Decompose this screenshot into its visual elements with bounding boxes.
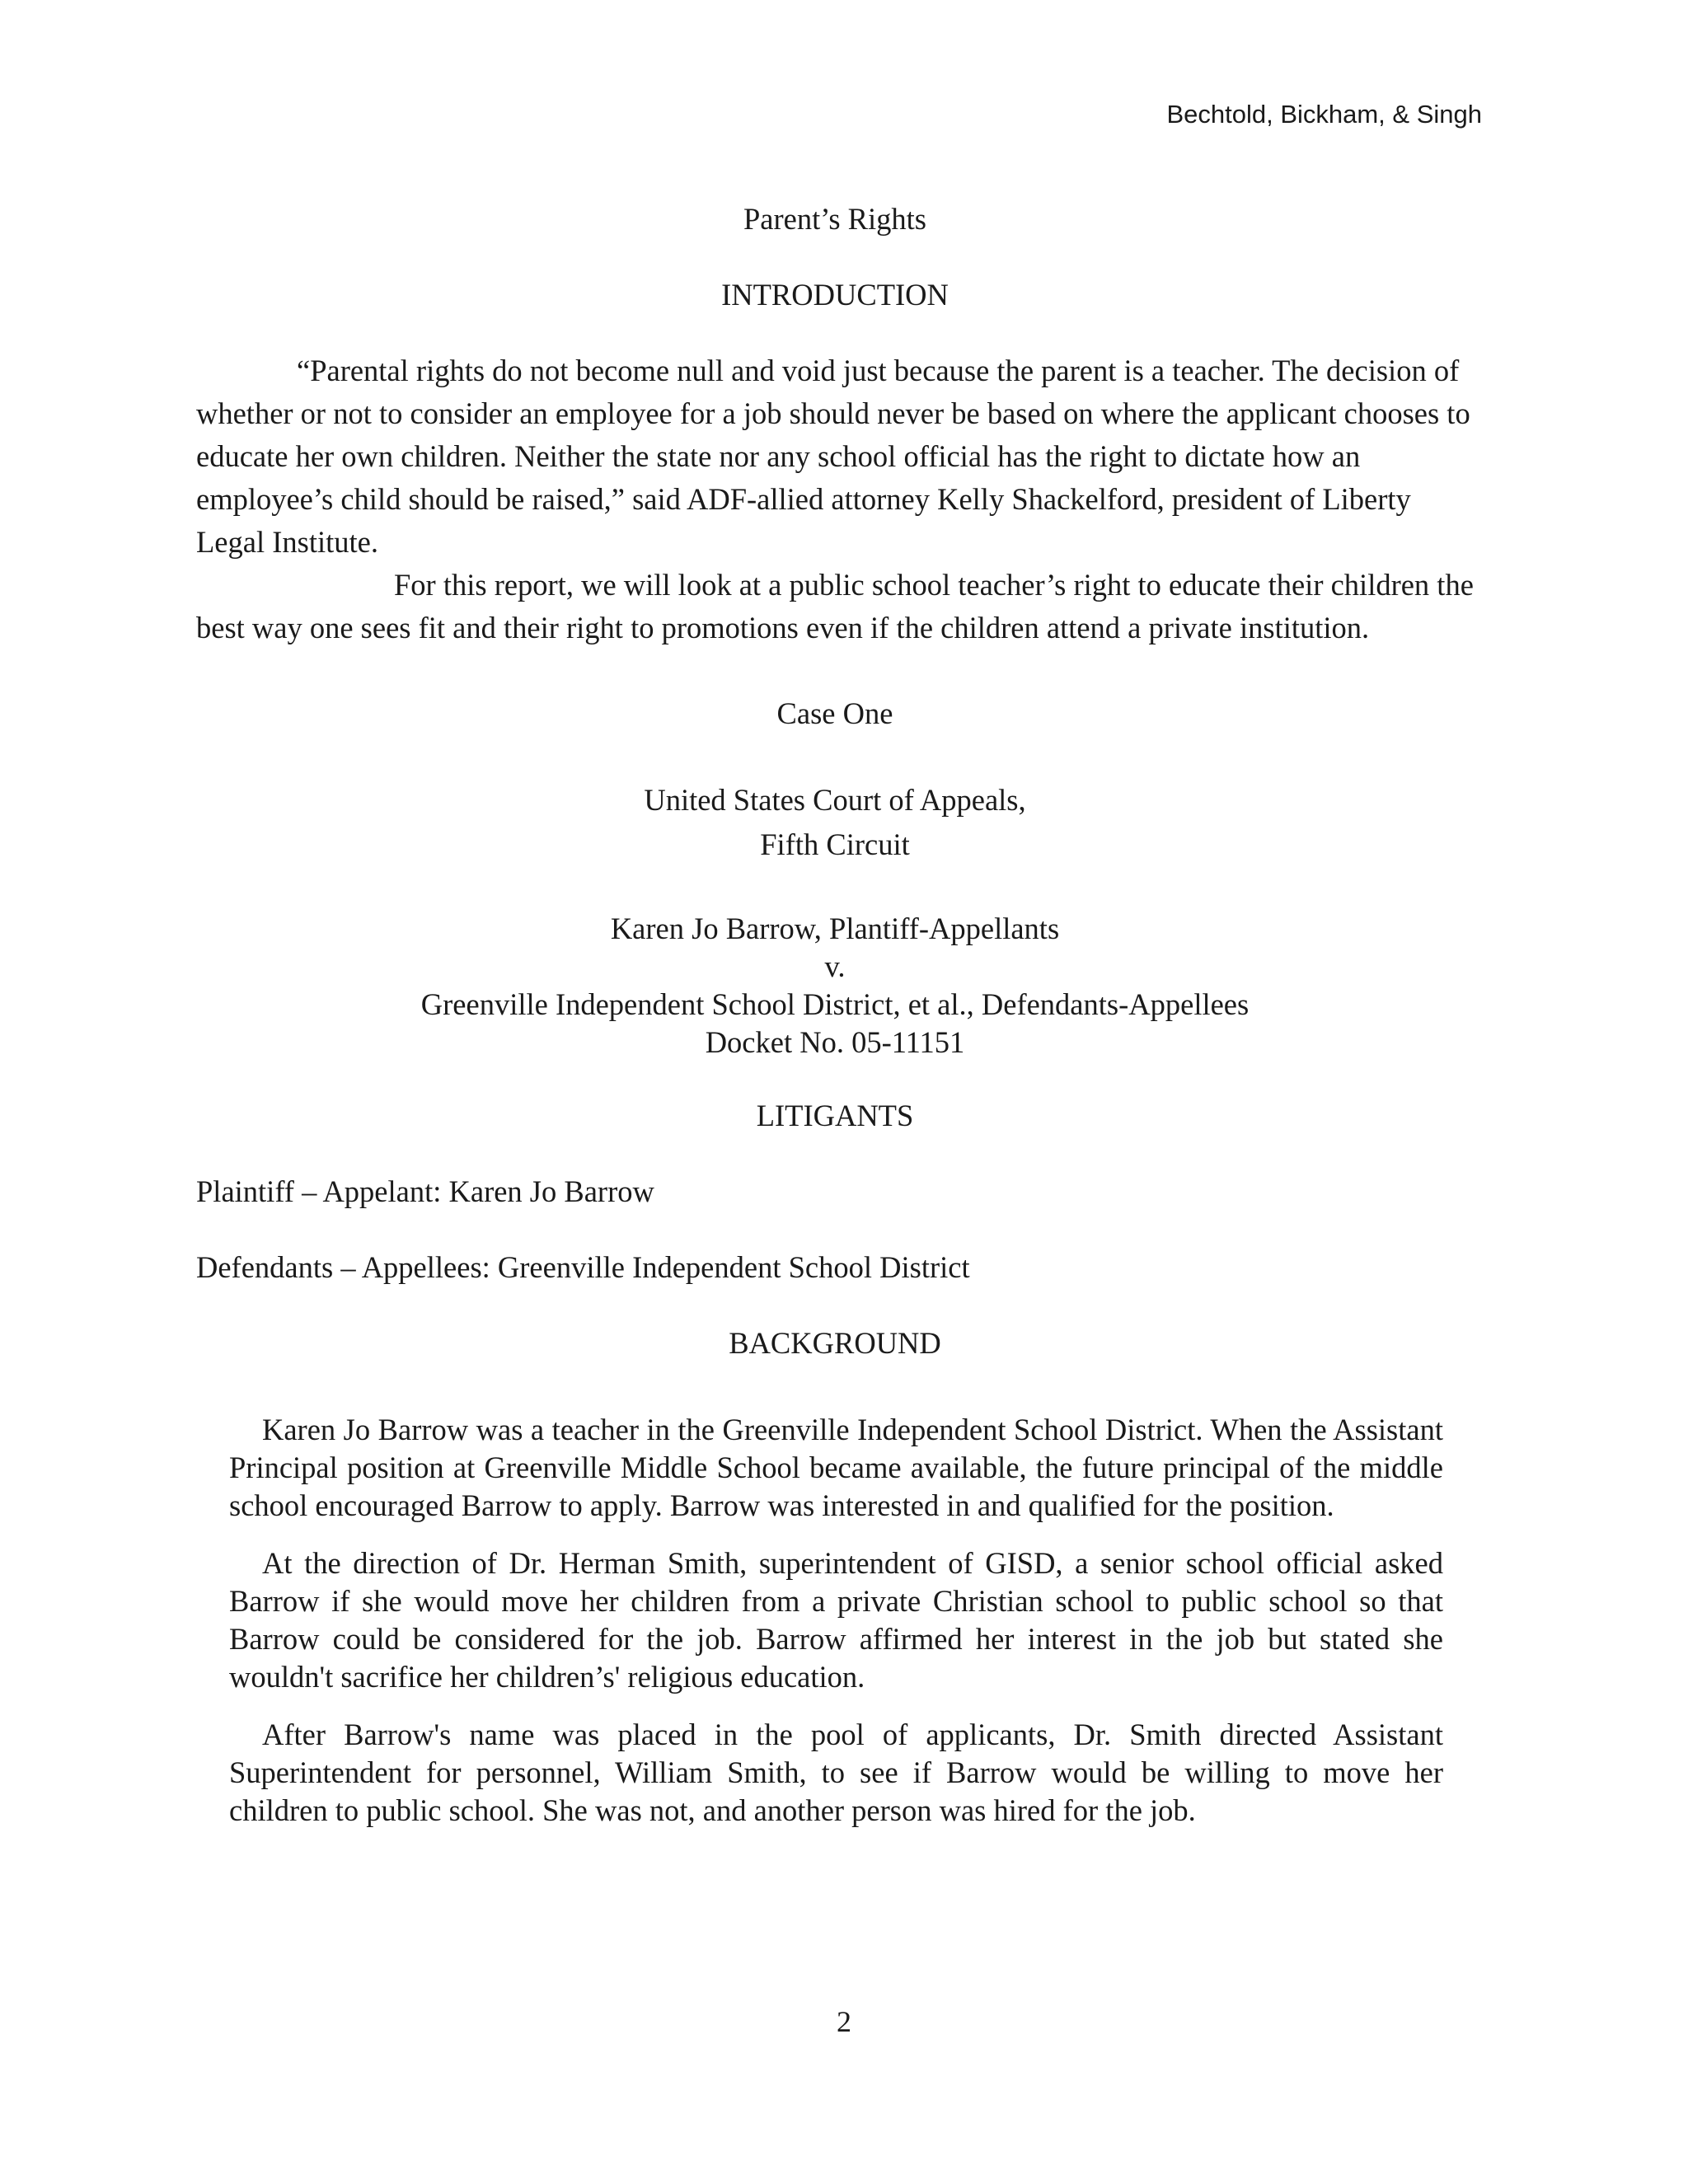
report-paragraph: For this report, we will look at a public school teacher’s right to educate their children the best way one sees fit and their right to promotions even if the children attend a private institution. [196,568,1474,644]
defendant-litigant: Defendants – Appellees: Greenville Independent School District [196,1250,970,1284]
quote-paragraph: “Parental rights do not become null and void just because the parent is a teacher. The decision of whether or not to consider an employee for a job should never be based on where the applicant chooses to educate her own children. Neither the state nor any school official has the right to dictate how an employee’s child should be raised,” said ADF-allied attorney Kelly Shackelford, president of Liberty Legal Institute. [196,354,1470,559]
court-block [196,778,1474,867]
case-heading: Case One [776,696,893,730]
background-heading: BACKGROUND [729,1326,941,1360]
document-title: Parent’s Rights [743,202,927,236]
plaintiff-line: Karen Jo Barrow, Plantiff-Appellants [610,912,1060,945]
background-paragraph: After Barrow's name was placed in the pool of applicants, Dr. Smith directed Assistant Superintendent for personnel, William Smith, to see if Barrow would be willing to move her children to public school. She was not, and another person was hired for the job. [229,1718,1443,1827]
defendant-line: Greenville Independent School District, et al., Defendants-Appellees [420,987,1250,1021]
court-name: United States Court of Appeals, [644,783,1026,817]
court-circuit: Fifth Circuit [760,827,910,861]
introduction-heading: INTRODUCTION [721,278,949,312]
header-authors: Bechtold, Bickham, & Singh [1166,100,1482,129]
background-paragraph: Karen Jo Barrow was a teacher in the Greenville Independent School District. When the Assistant Principal position at Greenville Middle School became available, the future principal of the middle school encouraged Barrow to apply. Barrow was interested in and qualified for the position. [229,1413,1443,1522]
docket-number: Docket No. 05-11151 [705,1025,965,1059]
versus-line: v. [824,949,846,983]
background-paragraph: At the direction of Dr. Herman Smith, superintendent of GISD, a senior school official asked Barrow if she would move her children from a private Christian school to public school so that Barrow could be considered for the job. Barrow affirmed her interest in the job but stated she wouldn't sacrifice her children’s' religious education. [229,1546,1443,1694]
case-parties [196,910,1474,1062]
plaintiff-litigant: Plaintiff – Appelant: Karen Jo Barrow [196,1174,654,1208]
background-section [229,1411,1443,1830]
litigants-heading: LITIGANTS [756,1099,914,1132]
page-number: 2 [837,2005,851,2038]
document-body [196,198,1474,1849]
